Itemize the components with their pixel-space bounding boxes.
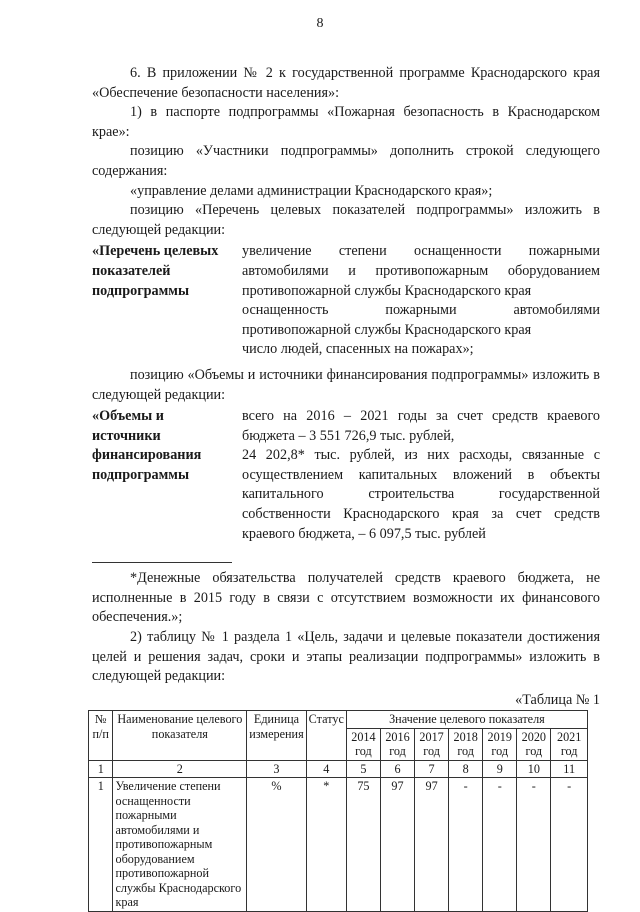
financing-label: «Объемы и источники финансирования подпрограммы	[92, 408, 202, 483]
header-year: 2017 год	[415, 728, 449, 760]
paragraph: позицию «Участники подпрограммы» дополнить строкой следующего содержания:	[92, 143, 600, 179]
paragraph: позицию «Перечень целевых показателей подпрограммы» изложить в следующей редакции:	[92, 202, 600, 238]
header-year: 2021 год	[551, 728, 588, 760]
paragraph: 6. В приложении № 2 к государственной программе Краснодарского края «Обеспечение безопасности населения»:	[92, 65, 600, 101]
table-cell: 8	[449, 760, 483, 778]
header-unit: Единица измерения	[247, 711, 306, 761]
table-cell: 2	[113, 760, 247, 778]
financing-line: 24 202,8* тыс. рублей, из них расходы, связанные с осуществлением капитальных вложений в объекты капитального строительства государственной собственности Краснодарского края за счет средств краевого бюджета, – 6 097,5 тыс. рублей	[242, 447, 600, 542]
header-year: 2019 год	[483, 728, 517, 760]
table-cell: %	[247, 778, 306, 912]
header-values: Значение целевого показателя	[346, 711, 587, 729]
financing-text	[242, 407, 600, 544]
table-cell: 9	[483, 760, 517, 778]
page-content	[92, 64, 600, 912]
table-cell: 75	[346, 778, 380, 912]
indicator-line: оснащенность пожарными автомобилями противопожарной службы Краснодарского края	[242, 302, 600, 338]
header-year: 2020 год	[517, 728, 551, 760]
table-cell: -	[551, 778, 588, 912]
paragraph: «управление делами администрации Краснодарского края»;	[130, 182, 493, 199]
table-cell: 11	[551, 760, 588, 778]
indicators-text	[242, 242, 600, 360]
table-cell: 4	[306, 760, 346, 778]
financing-block	[92, 407, 600, 544]
table-cell: 1	[89, 760, 113, 778]
indicator-line: число людей, спасенных на пожарах»;	[242, 341, 474, 358]
table-header-row	[89, 711, 588, 729]
table-cell: -	[483, 778, 517, 912]
header-year: 2016 год	[380, 728, 414, 760]
page-number: 8	[316, 16, 324, 31]
indicators-block	[92, 242, 600, 360]
table-cell: *	[306, 778, 346, 912]
table-cell: -	[517, 778, 551, 912]
table-caption: «Таблица № 1	[515, 691, 600, 708]
header-name: Наименование целевого показателя	[113, 711, 247, 761]
indicators-table	[88, 710, 588, 912]
table-cell: -	[449, 778, 483, 912]
table-cell: Увеличение степени оснащенности пожарными автомобилями и противопожарным оборудованием противопожарной службы Краснодарского края	[113, 778, 247, 912]
indicators-label: «Перечень целевых показателей подпрограммы	[92, 243, 219, 299]
table-cell: 6	[380, 760, 414, 778]
table-cell: 5	[346, 760, 380, 778]
header-num: № п/п	[89, 711, 113, 761]
financing-line: всего на 2016 – 2021 годы за счет средств краевого бюджета – 3 551 726,9 тыс. рублей,	[242, 408, 600, 444]
header-status: Статус	[306, 711, 346, 761]
paragraph: 1) в паспорте подпрограммы «Пожарная безопасность в Краснодарском крае»:	[92, 104, 600, 140]
table-index-row	[89, 760, 588, 778]
indicator-line: увеличение степени оснащенности пожарными автомобилями и противопожарным оборудованием противопожарной службы Краснодарского края	[242, 243, 600, 299]
table-cell: 10	[517, 760, 551, 778]
paragraph: 2) таблицу № 1 раздела 1 «Цель, задачи и целевые показатели достижения целей и решения задач, сроки и этапы реализации подпрограммы» изложить в следующей редакции:	[92, 629, 600, 685]
header-year: 2018 год	[449, 728, 483, 760]
paragraph: позицию «Объемы и источники финансирования подпрограммы» изложить в следующей редакции:	[92, 366, 600, 403]
footnote: *Денежные обязательства получателей средств краевого бюджета, не исполненные в 2015 году в связи с отсутствием возможности их финансового обеспечения.»;	[92, 570, 600, 626]
table-cell: 1	[89, 778, 113, 912]
table-cell: 7	[415, 760, 449, 778]
table-cell: 97	[380, 778, 414, 912]
table-cell: 3	[247, 760, 306, 778]
footnote-divider	[92, 562, 232, 563]
header-year: 2014 год	[346, 728, 380, 760]
table-cell: 97	[415, 778, 449, 912]
table-row	[89, 778, 588, 912]
